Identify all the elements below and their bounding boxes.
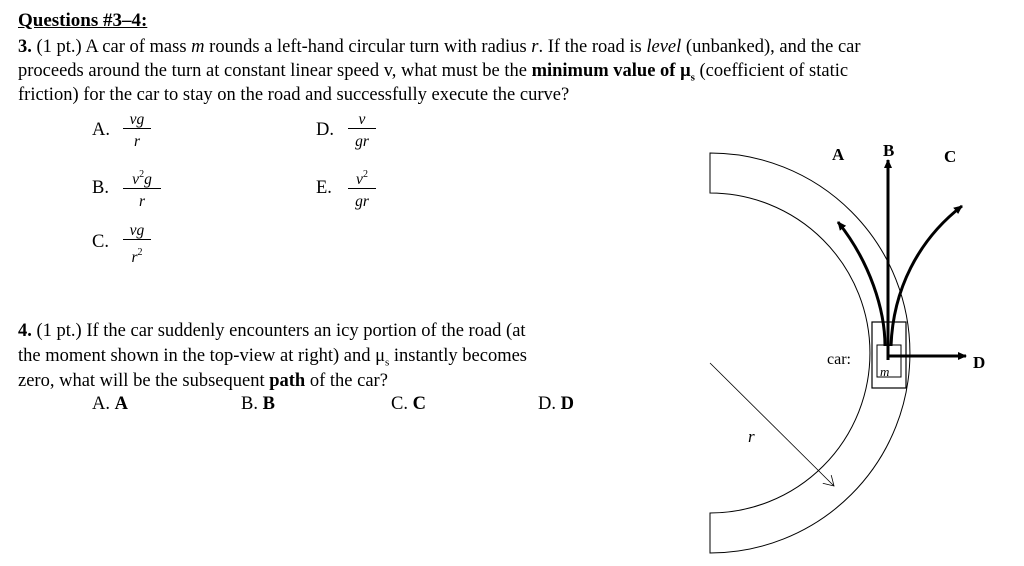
option-c-fraction: vg $r^2$ — [123, 222, 151, 266]
path-c-arrow — [891, 206, 962, 346]
option-c-letter: C. — [92, 232, 109, 252]
q4-line-1: 4. (1 pt.) If the car suddenly encounters an icy portion of the road (at — [18, 321, 526, 341]
label-b: B — [883, 141, 895, 160]
q3-number: 3. — [18, 37, 32, 57]
option-a-letter: A. — [92, 120, 110, 140]
radius-label: r — [748, 427, 755, 446]
option-d-letter: D. — [316, 120, 334, 140]
answer-d: D. D — [538, 394, 574, 414]
q4-line-3: zero, what will be the subsequent path of the car? — [18, 371, 388, 391]
option-e-fraction: $v^2$ gr — [348, 166, 376, 210]
option-b-fraction: $v^2g$ r — [123, 166, 161, 210]
curved-road — [710, 153, 910, 553]
option-d-fraction: v gr — [348, 111, 376, 150]
level-word: level — [646, 37, 682, 57]
q3-line-3: friction) for the car to stay on the road and successfully execute the curve? — [18, 85, 570, 105]
path-a-arrow — [838, 222, 885, 346]
radius-line — [710, 363, 834, 486]
label-d: D — [973, 353, 986, 372]
label-c: C — [944, 147, 957, 166]
minimum-mu-phrase: minimum value of $\mu_s$ — [531, 61, 695, 84]
q3-line-1: 3. (1 pt.) A car of mass m rounds a left-hand circular turn with radius r. If the road is level (unbanked), and the car — [18, 37, 861, 57]
label-a: A — [832, 145, 845, 164]
mass-label: m — [880, 364, 890, 379]
path-word: path — [269, 371, 306, 391]
option-b-letter: B. — [92, 178, 109, 198]
q3-line-2: proceeds around the turn at constant linear speed v, what must be the minimum value of $\mu_s$ (coefficient of static — [18, 61, 849, 84]
q4-number: 4. — [18, 321, 32, 341]
car-label: car: — [827, 351, 851, 368]
mass-variable: m — [191, 37, 205, 57]
option-e-letter: E. — [316, 178, 332, 198]
option-a-fraction: vg r — [123, 111, 151, 150]
radius-variable: r — [531, 37, 539, 57]
answer-b: B. B — [241, 394, 275, 414]
answer-a: A. A — [92, 394, 128, 414]
q4-line-2: the moment shown in the top-view at right) and $\mu_s$ instantly becomes — [18, 346, 527, 369]
answer-c: C. C — [391, 394, 426, 414]
section-heading: Questions #3–4: — [18, 10, 148, 31]
